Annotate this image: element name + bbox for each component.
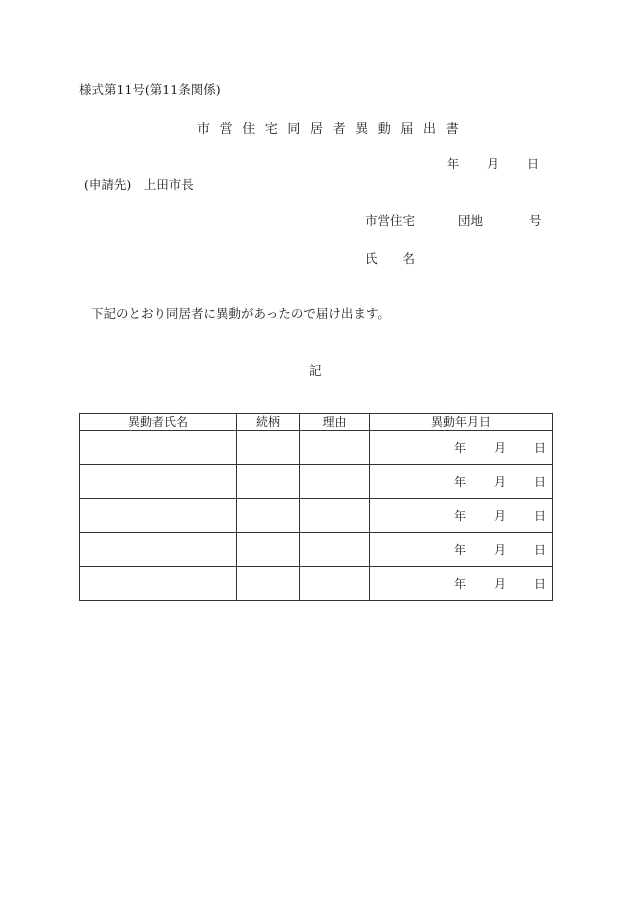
statement-text: 下記のとおり同居者に異動があったので届け出ます。 xyxy=(91,306,390,321)
date-day-label: 日 xyxy=(527,157,540,171)
number-label: 号 xyxy=(529,213,542,228)
cell-reason[interactable] xyxy=(300,533,370,567)
row-day-label: 日 xyxy=(533,441,546,455)
cell-name[interactable] xyxy=(80,465,237,499)
row-month-label: 月 xyxy=(493,475,506,489)
row-day-label: 日 xyxy=(533,577,546,591)
header-relation: 続柄 xyxy=(237,414,300,431)
row-year-label: 年 xyxy=(453,475,466,489)
cell-reason[interactable] xyxy=(300,465,370,499)
cell-reason[interactable] xyxy=(300,567,370,601)
row-year-label: 年 xyxy=(453,441,466,455)
form-number: 様式第11号(第11条関係) xyxy=(79,82,221,97)
cell-reason[interactable] xyxy=(300,431,370,465)
cell-relation[interactable] xyxy=(237,533,300,567)
cell-name[interactable] xyxy=(80,499,237,533)
table-row xyxy=(80,499,553,533)
cell-change-date[interactable] xyxy=(370,567,553,601)
submission-date xyxy=(447,155,539,172)
cell-name[interactable] xyxy=(80,567,237,601)
recipient: (申請先) 上田市長 xyxy=(84,177,194,192)
cell-relation[interactable] xyxy=(237,431,300,465)
row-day-label: 日 xyxy=(533,509,546,523)
cell-change-date[interactable] xyxy=(370,465,553,499)
change-table xyxy=(79,413,553,601)
header-change-date: 異動年月日 xyxy=(370,414,553,431)
cell-relation[interactable] xyxy=(237,567,300,601)
row-year-label: 年 xyxy=(453,543,466,557)
row-day-label: 日 xyxy=(533,543,546,557)
row-month-label: 月 xyxy=(493,577,506,591)
date-year-label: 年 xyxy=(447,157,460,171)
cell-relation[interactable] xyxy=(237,465,300,499)
date-month-label: 月 xyxy=(487,157,500,171)
table-row xyxy=(80,533,553,567)
row-day-label: 日 xyxy=(533,475,546,489)
row-month-label: 月 xyxy=(493,543,506,557)
cell-change-date[interactable] xyxy=(370,499,553,533)
header-reason: 理由 xyxy=(300,414,370,431)
address-label: 市営住宅 xyxy=(365,213,416,228)
cell-change-date[interactable] xyxy=(370,431,553,465)
cell-reason[interactable] xyxy=(300,499,370,533)
cell-name[interactable] xyxy=(80,431,237,465)
row-year-label: 年 xyxy=(453,509,466,523)
row-month-label: 月 xyxy=(493,441,506,455)
row-month-label: 月 xyxy=(493,509,506,523)
name-label: 氏 名 xyxy=(365,251,416,266)
cell-relation[interactable] xyxy=(237,499,300,533)
header-name: 異動者氏名 xyxy=(80,414,237,431)
cell-name[interactable] xyxy=(80,533,237,567)
table-header-row xyxy=(80,414,553,431)
table-row xyxy=(80,431,553,465)
cell-change-date[interactable] xyxy=(370,533,553,567)
document-title: 市営住宅同居者異動届出書 xyxy=(197,122,469,137)
ki-label: 記 xyxy=(309,363,322,378)
table-row xyxy=(80,567,553,601)
danchi-label: 団地 xyxy=(458,213,484,228)
row-year-label: 年 xyxy=(453,577,466,591)
table-row xyxy=(80,465,553,499)
